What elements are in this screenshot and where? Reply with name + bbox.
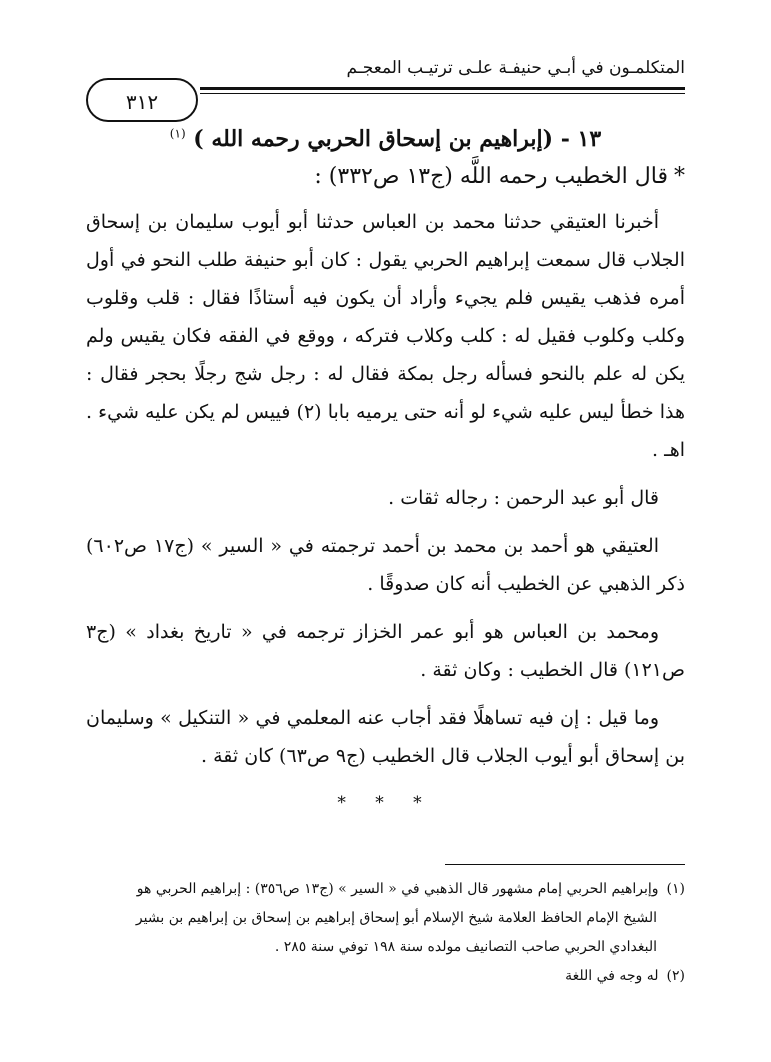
page-number: ٣١٢	[86, 78, 198, 122]
source-citation	[86, 164, 685, 189]
entry-title: (إبراهيم بن إسحاق الحربي رحمه الله )	[193, 126, 554, 152]
main-content	[86, 126, 685, 813]
paragraph: أخبرنا العتيقي حدثنا محمد بن العباس حدثنا أبو أيوب سليمان بن إسحاق الجلاب قال سمعت إبراهيم الحربي يقول : كان أبو حنيفة طلب النحو في أول أمره فذهب يقيس فلم يجيء وأراد أن يكون فيه أستاذًا فقال : قلب وقلوب وكلب وكلوب فقيل له : كلب وكلاب فتركه ، ووقع في الفقه فكان يقيس ولم يكن له علم بالنحو فسأله رجل بمكة فقال له : رجل شج رجلًا بحجر فقال : هذا خطأ ليس عليه شيء لو أنه حتى يرميه بابا (٢) فييس لم يكن عليه شيء . اهـ .	[86, 211, 685, 461]
paragraph: قال أبو عبد الرحمن : رجاله ثقات .	[388, 487, 659, 509]
star-icon: *	[674, 164, 685, 189]
entry-heading	[86, 126, 685, 152]
footnotes	[86, 864, 685, 991]
footnote-number: (٢)	[666, 968, 685, 984]
footnote-text: له وجه في اللغة	[565, 968, 659, 984]
entry-number: ١٣ -	[560, 126, 602, 152]
header-rule	[200, 87, 685, 90]
footnote-number: (١)	[666, 881, 685, 897]
footnote-ref: (١)	[169, 126, 186, 141]
page-header	[86, 38, 685, 114]
source-text: قال الخطيب رحمه اللَّه (ج١٣ ص٣٣٢) :	[314, 164, 668, 189]
running-title: المتكلمـون في أبـي حنيفـة علـى ترتيـب المعجـم	[346, 58, 685, 78]
footnote	[86, 962, 685, 991]
footnote-rule	[445, 864, 685, 865]
section-separator: * * *	[337, 793, 434, 813]
paragraph: وما قيل : إن فيه تساهلًا فقد أجاب عنه المعلمي في « التنكيل » وسليمان بن إسحاق أبو أيوب الجلاب قال الخطيب (ج٩ ص٦٣) كان ثقة .	[86, 707, 685, 767]
paragraph: ومحمد بن العباس هو أبو عمر الخزاز ترجمه في « تاريخ بغداد » (ج٣ ص١٢١) قال الخطيب : وكان ثقة .	[86, 621, 685, 681]
paragraph: العتيقي هو أحمد بن محمد بن أحمد ترجمته في « السير » (ج١٧ ص٦٠٢) ذكر الذهبي عن الخطيب أنه كان صدوقًا .	[86, 535, 685, 595]
header-rule-thin	[200, 93, 685, 94]
footnote-text: وإبراهيم الحربي إمام مشهور قال الذهبي في « السير » (ج١٣ ص٣٥٦) : إبراهيم الحربي هو	[136, 881, 659, 897]
footnote-text-cont: الشيخ الإمام الحافظ العلامة شيخ الإسلام أبو إسحاق إبراهيم بن إسحاق بن إبراهيم بن بشير البغدادي الحربي صاحب التصانيف مولده سنة ١٩٨ توفي سنة ٢٨٥ .	[135, 910, 657, 955]
footnote	[86, 875, 685, 962]
